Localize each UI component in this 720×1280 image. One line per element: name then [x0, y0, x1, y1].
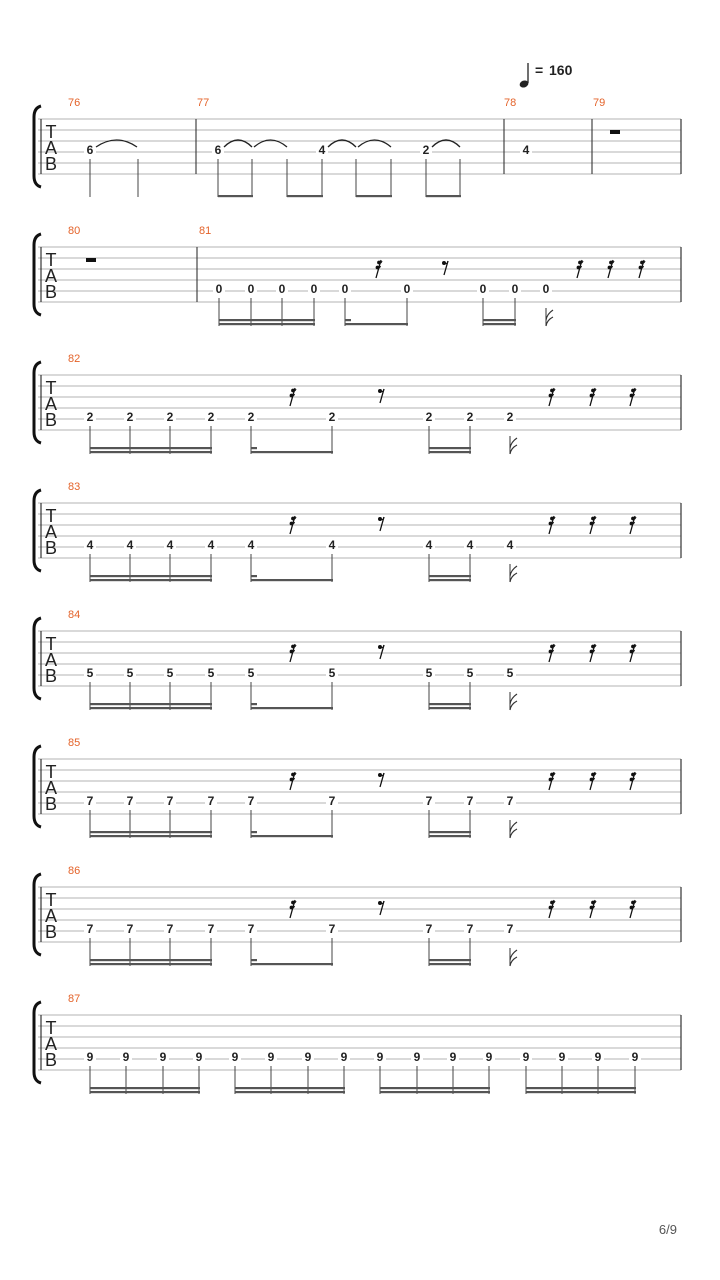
beam [90, 831, 212, 833]
beam [429, 575, 471, 577]
bar-number: 85 [68, 737, 81, 749]
fret-number: 2 [466, 410, 474, 424]
bar-number: 76 [68, 97, 81, 109]
beam [90, 579, 212, 581]
bar-number: 83 [68, 481, 81, 493]
page-number: 6/9 [658, 1222, 677, 1237]
beam [345, 323, 408, 325]
fret-number: 4 [126, 538, 134, 552]
fret-number: 9 [449, 1050, 457, 1064]
sixteenth-flag [510, 436, 517, 454]
beam [90, 707, 212, 709]
tab-clef-letter: A [44, 138, 58, 158]
sixteenth-flag [510, 820, 517, 838]
bar-number: 87 [68, 993, 81, 1005]
fret-number: 9 [304, 1050, 312, 1064]
tab-clef-letter: A [44, 394, 58, 414]
beam [251, 579, 333, 581]
fret-number: 4 [506, 538, 514, 552]
beam [235, 1087, 345, 1089]
tab-clef-letter: B [44, 1050, 58, 1070]
beam [235, 1091, 345, 1093]
fret-number: 6 [214, 143, 222, 157]
fret-number: 9 [86, 1050, 94, 1064]
tab-clef-letter: A [44, 266, 58, 286]
fret-number: 5 [466, 666, 474, 680]
bar-number: 82 [68, 353, 81, 365]
fret-number: 9 [267, 1050, 275, 1064]
fret-number: 2 [86, 410, 94, 424]
beam-stub [251, 575, 257, 577]
beam [251, 707, 333, 709]
tab-clef-letter: A [44, 650, 58, 670]
beam [380, 1087, 490, 1089]
tab-clef-letter: B [44, 282, 58, 302]
fret-number: 7 [207, 794, 215, 808]
fret-number: 7 [506, 794, 514, 808]
fret-number: 7 [166, 794, 174, 808]
tab-clef-letter: T [45, 762, 57, 782]
fret-number: 2 [166, 410, 174, 424]
bar-number: 84 [68, 609, 81, 621]
bar-number: 79 [593, 97, 606, 109]
fret-number: 7 [247, 794, 255, 808]
beam [429, 963, 471, 965]
fret-number: 5 [247, 666, 255, 680]
beam [90, 1087, 200, 1089]
beam [426, 195, 461, 197]
tab-staff [34, 993, 681, 1094]
tempo-value: 160 [549, 62, 573, 78]
beam [219, 319, 315, 321]
fret-number: 9 [558, 1050, 566, 1064]
beam [429, 447, 471, 449]
beam [526, 1091, 636, 1093]
tab-clef-letter: T [45, 634, 57, 654]
system-bracket [34, 106, 41, 187]
fret-number: 7 [86, 922, 94, 936]
eighth-rest [442, 261, 448, 275]
fret-number: 2 [422, 143, 430, 157]
whole-rest [86, 258, 96, 262]
fret-number: 7 [466, 922, 474, 936]
fret-number: 9 [376, 1050, 384, 1064]
beam [483, 323, 516, 325]
beam [356, 195, 392, 197]
beam [380, 1091, 490, 1093]
beam [251, 835, 333, 837]
beam-stub [251, 959, 257, 961]
fret-number: 7 [166, 922, 174, 936]
bar-number: 78 [504, 97, 517, 109]
beam-stub [345, 319, 351, 321]
fret-number: 7 [466, 794, 474, 808]
tab-clef-letter: T [45, 890, 57, 910]
fret-number: 2 [247, 410, 255, 424]
fret-number: 9 [631, 1050, 639, 1064]
sixteenth-flag [510, 948, 517, 966]
fret-number: 0 [341, 282, 349, 296]
fret-number: 5 [207, 666, 215, 680]
fret-number: 4 [522, 143, 530, 157]
fret-number: 0 [215, 282, 223, 296]
tab-clef-letter: B [44, 410, 58, 430]
beam [90, 963, 212, 965]
tab-clef-letter: B [44, 154, 58, 174]
beam [90, 703, 212, 705]
eighth-rest [378, 645, 384, 659]
fret-number: 0 [247, 282, 255, 296]
bar-number: 81 [199, 225, 212, 237]
fret-number: 2 [425, 410, 433, 424]
fret-number: 5 [166, 666, 174, 680]
tab-staff [34, 609, 681, 710]
beam-stub [251, 831, 257, 833]
eighth-rest [378, 773, 384, 787]
sixteenth-flag [546, 308, 553, 326]
system-bracket [34, 362, 41, 443]
tab-staff [34, 737, 681, 838]
fret-number: 7 [126, 794, 134, 808]
fret-number: 7 [126, 922, 134, 936]
bar-number: 80 [68, 225, 81, 237]
tab-clef-letter: A [44, 1034, 58, 1054]
fret-number: 2 [328, 410, 336, 424]
tab-clef-letter: A [44, 778, 58, 798]
tab-clef-letter: B [44, 922, 58, 942]
system-bracket [34, 874, 41, 955]
fret-number: 5 [126, 666, 134, 680]
beam [218, 195, 253, 197]
fret-number: 5 [425, 666, 433, 680]
beam [90, 835, 212, 837]
fret-number: 7 [247, 922, 255, 936]
tab-clef-letter: B [44, 538, 58, 558]
beam [429, 835, 471, 837]
eighth-rest [378, 901, 384, 915]
beam [429, 831, 471, 833]
fret-number: 9 [159, 1050, 167, 1064]
fret-number: 2 [506, 410, 514, 424]
fret-number: 2 [207, 410, 215, 424]
system-bracket [34, 618, 41, 699]
fret-number: 5 [86, 666, 94, 680]
fret-number: 4 [328, 538, 336, 552]
sixteenth-flag [510, 564, 517, 582]
fret-number: 4 [318, 143, 326, 157]
sixteenth-flag [510, 692, 517, 710]
fret-number: 4 [207, 538, 215, 552]
fret-number: 7 [207, 922, 215, 936]
tab-clef-letter: T [45, 506, 57, 526]
fret-number: 0 [403, 282, 411, 296]
system-bracket [34, 1002, 41, 1083]
tab-staff [34, 353, 681, 454]
fret-number: 9 [340, 1050, 348, 1064]
fret-number: 9 [413, 1050, 421, 1064]
tempo-marking [519, 62, 573, 89]
beam [90, 959, 212, 961]
fret-number: 9 [195, 1050, 203, 1064]
fret-number: 0 [310, 282, 318, 296]
tab-staff [34, 481, 681, 582]
tab-staff [34, 97, 681, 197]
system-bracket [34, 746, 41, 827]
eighth-rest [378, 389, 384, 403]
fret-number: 5 [328, 666, 336, 680]
fret-number: 5 [506, 666, 514, 680]
tab-clef-letter: A [44, 906, 58, 926]
beam [251, 963, 333, 965]
fret-number: 0 [542, 282, 550, 296]
fret-number: 4 [425, 538, 433, 552]
beam [429, 703, 471, 705]
fret-number: 0 [278, 282, 286, 296]
beam [429, 959, 471, 961]
beam [90, 451, 212, 453]
tab-clef-letter: B [44, 794, 58, 814]
tab-clef-letter: A [44, 522, 58, 542]
whole-rest [610, 130, 620, 134]
beam [90, 1091, 200, 1093]
fret-number: 4 [466, 538, 474, 552]
tab-clef-letter: T [45, 122, 57, 142]
fret-number: 9 [231, 1050, 239, 1064]
beam-stub [251, 447, 257, 449]
system-bracket [34, 490, 41, 571]
beam [429, 707, 471, 709]
fret-number: 4 [247, 538, 255, 552]
tab-clef-letter: B [44, 666, 58, 686]
beam-stub [251, 703, 257, 705]
fret-number: 7 [86, 794, 94, 808]
fret-number: 0 [479, 282, 487, 296]
beam [90, 575, 212, 577]
tab-staff [34, 225, 681, 326]
beam [90, 447, 212, 449]
bar-number: 77 [197, 97, 210, 109]
beam [219, 323, 315, 325]
tempo-equals: = [535, 62, 544, 78]
beam [526, 1087, 636, 1089]
beam [429, 451, 471, 453]
eighth-rest [378, 517, 384, 531]
beam [429, 579, 471, 581]
beam [251, 451, 333, 453]
tab-clef-letter: T [45, 1018, 57, 1038]
fret-number: 4 [86, 538, 94, 552]
fret-number: 2 [126, 410, 134, 424]
tab-systems [34, 97, 681, 1094]
tab-clef-letter: T [45, 378, 57, 398]
fret-number: 7 [506, 922, 514, 936]
fret-number: 7 [425, 922, 433, 936]
fret-number: 9 [594, 1050, 602, 1064]
beam [483, 319, 516, 321]
fret-number: 7 [328, 922, 336, 936]
bar-number: 86 [68, 865, 81, 877]
fret-number: 9 [522, 1050, 530, 1064]
fret-number: 7 [425, 794, 433, 808]
tab-staff [34, 865, 681, 966]
fret-number: 6 [86, 143, 94, 157]
fret-number: 0 [511, 282, 519, 296]
tab-clef-letter: T [45, 250, 57, 270]
system-bracket [34, 234, 41, 315]
beam [287, 195, 323, 197]
fret-number: 9 [485, 1050, 493, 1064]
fret-number: 7 [328, 794, 336, 808]
fret-number: 4 [166, 538, 174, 552]
fret-number: 9 [122, 1050, 130, 1064]
